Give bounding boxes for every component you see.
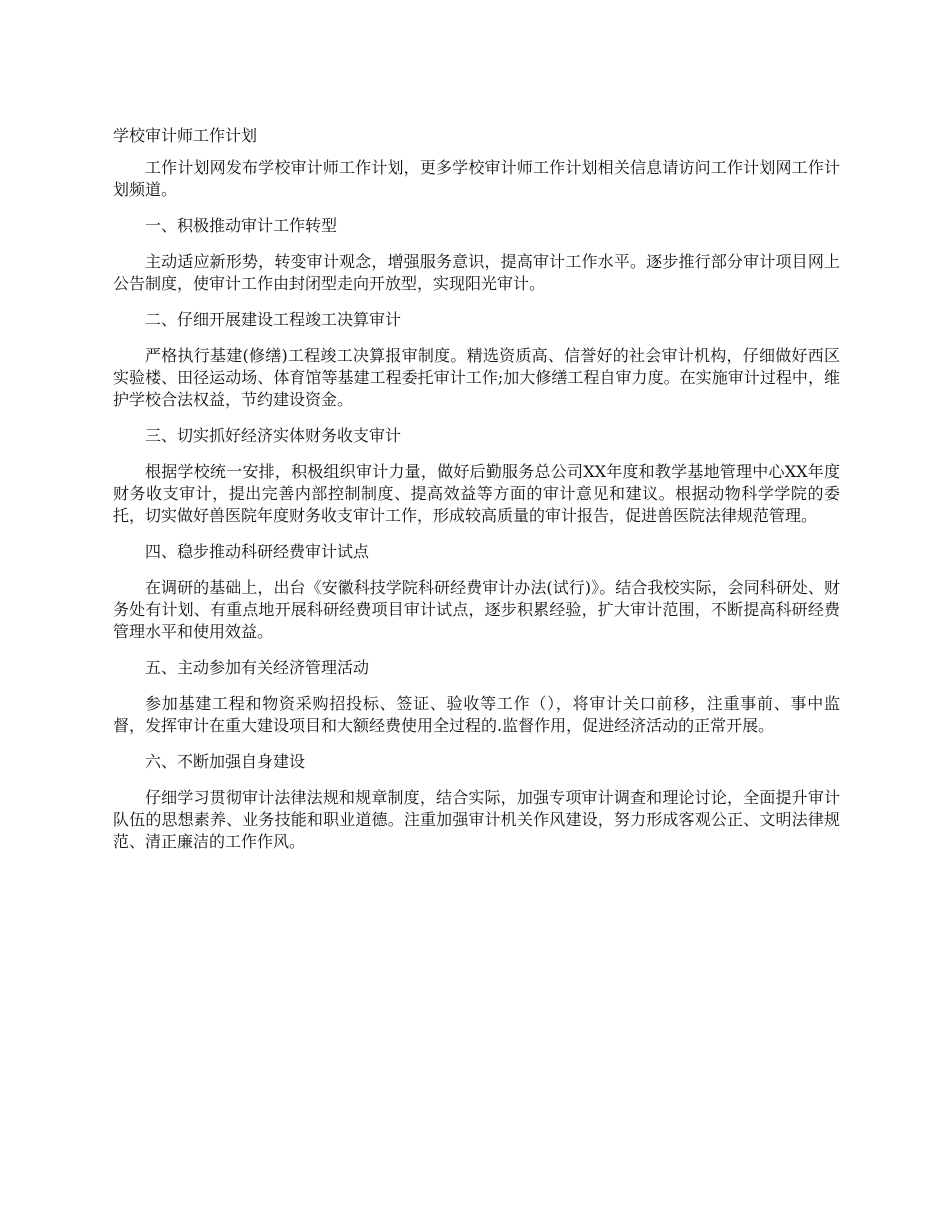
section-body-1: 主动适应新形势，转变审计观念，增强服务意识，提高审计工作水平。逐步推行部分审计项目网上公告制度，使审计工作由封闭型走向开放型，实现阳光审计。: [113, 252, 840, 293]
section-heading-4: 四、稳步推动科研经费审计试点: [145, 542, 370, 561]
section-body-4: 在调研的基础上，出台《安徽科技学院科研经费审计办法(试行)》。结合我校实际，会同科研处、财务处有计划、有重点地开展科研经费项目审计试点，逐步积累经验，扩大审计范围，不断提高科研经费管理水平和使用效益。: [113, 578, 840, 641]
section-heading-1: 一、积极推动审计工作转型: [145, 216, 338, 235]
document-title: 学校审计师工作计划: [113, 126, 258, 145]
section-heading-5: 五、主动参加有关经济管理活动: [145, 658, 370, 677]
section-heading-3: 三、切实抓好经济实体财务收支审计: [145, 426, 402, 445]
section-body-3: 根据学校统一安排，积极组织审计力量，做好后勤服务总公司XX年度和教学基地管理中心XX年度财务收支审计，提出完善内部控制制度、提高效益等方面的审计意见和建议。根据动物科学学院的委托，切实做好兽医院年度财务收支审计工作，形成较高质量的审计报告，促进兽医院法律规范管理。: [113, 462, 840, 525]
section-heading-6: 六、不断加强自身建设: [145, 752, 306, 771]
section-body-5: 参加基建工程和物资采购招投标、签证、验收等工作（），将审计关口前移，注重事前、事中监督，发挥审计在重大建设项目和大额经费使用全过程的.监督作用，促进经济活动的正常开展。: [113, 694, 840, 735]
section-body-6: 仔细学习贯彻审计法律法规和规章制度，结合实际，加强专项审计调查和理论讨论，全面提升审计队伍的思想素养、业务技能和职业道德。注重加强审计机关作风建设，努力形成客观公正、文明法律规范、清正廉洁的工作作风。: [113, 788, 840, 851]
section-heading-2: 二、仔细开展建设工程竣工决算审计: [145, 310, 402, 329]
section-body-2: 严格执行基建(修缮)工程竣工决算报审制度。精选资质高、信誉好的社会审计机构，仔细做好西区实验楼、田径运动场、体育馆等基建工程委托审计工作;加大修缮工程自审力度。在实施审计过程中，维护学校合法权益，节约建设资金。: [113, 346, 840, 409]
intro-paragraph: 工作计划网发布学校审计师工作计划，更多学校审计师工作计划相关信息请访问工作计划网工作计划频道。: [113, 158, 840, 199]
document-page: [113, 125, 840, 867]
